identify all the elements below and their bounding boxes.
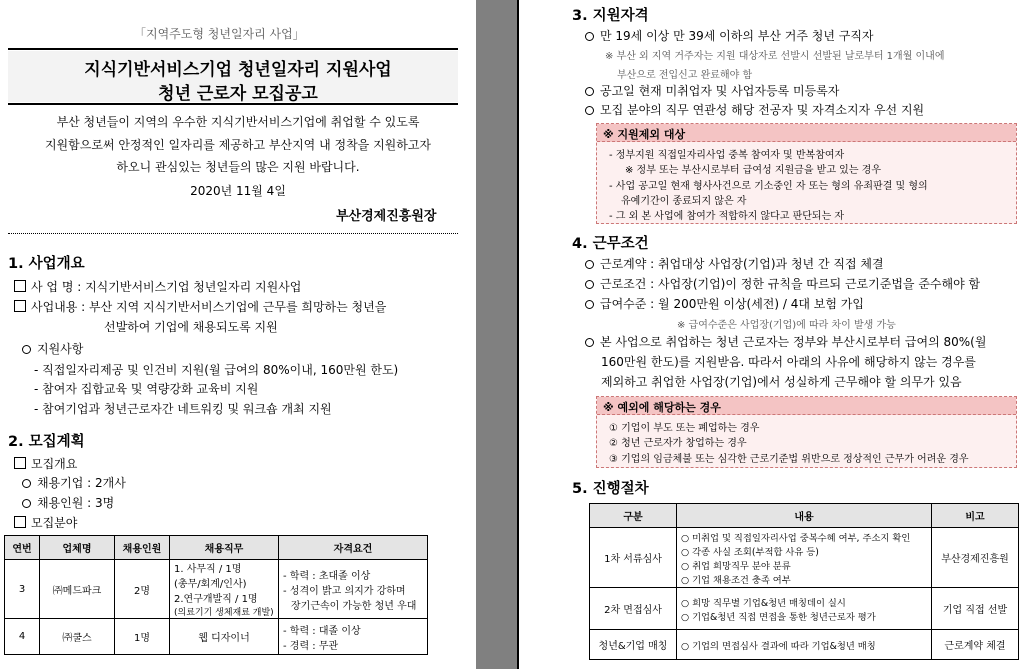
checkbox-icon [14,516,26,528]
cell-content: ○ 미취업 및 직접일자리사업 중복수혜 여부, 주소지 확인 ○ 각종 사실 조회(부적합 사유 등) ○ 취업 희망직무 분야 분류 ○ 기업 채용조건 충족 여부 [677,528,932,588]
qual-3: 모집 분야의 직무 연관성 해당 전공자 및 자격소지자 우선 지원 [585,101,924,118]
notice-date: 2020년 11월 4일 [190,184,286,198]
cell-content: ○ 기업의 면접심사 결과에 따라 기업&청년 매칭 [677,630,932,660]
cell-stage: 1차 서류심사 [590,528,677,588]
sec1-item-2: 사업내용 : 부산 지역 지식기반서비스기업에 근무를 희망하는 청년을 [14,298,386,315]
col-header: 내용 [677,504,932,528]
exclusion-box [596,123,1017,224]
sec2-item-1: 모집개요 [14,455,77,472]
work-1: 근로계약 : 취업대상 사업장(기업)과 청년 간 직접 체결 [585,255,884,272]
circle-bullet-icon [22,345,31,354]
table-row [590,528,1019,588]
cell-requirements: - 학력 : 대졸 이상 - 경력 : 무관 [279,619,428,655]
exclusion-1: - 정부지원 직접일자리사업 중복 참여자 및 반복참여자 [609,150,845,161]
process-table [589,503,1019,660]
cell-count: 1명 [115,619,170,655]
circle-bullet-icon [585,300,594,309]
exclusion-4: 유예기간이 종료되지 않은 자 [621,196,747,207]
table-row [5,619,428,655]
cell-no: 4 [5,619,40,655]
section-3-title: 3. 지원자격 [572,8,649,24]
cell-note: 부산경제진흥원 [932,528,1019,588]
exception-box [596,396,1017,468]
sec1-sub: 지원사항 [22,340,83,357]
circle-bullet-icon [585,106,594,115]
sec1-detail-2: - 참여자 집합교육 및 역량강화 교육비 지원 [34,382,259,396]
col-header: 비고 [932,504,1019,528]
cell-count: 2명 [115,560,170,619]
cell-duty: 웹 디자이너 [170,619,279,655]
col-header: 연번 [5,536,40,560]
qual-1-note-2: 부산으로 전입신고 완료해야 함 [617,70,753,81]
table-row [590,630,1019,660]
table-header-row [590,504,1019,528]
cell-content: ○ 희망 직무별 기업&청년 매칭데이 실시 ○ 기업&청년 직접 면접을 통한 청년근로자 평가 [677,588,932,630]
exception-title: ※ 예외에 해당하는 경우 [603,401,721,414]
signer: 부산경제진흥원장 [336,209,437,224]
section-divider [8,233,458,234]
section-1-title: 1. 사업개요 [8,256,85,272]
sec2-company-count: 채용기업 : 2개사 [22,474,126,491]
work-3-note: ※ 급여수준은 사업장(기업)에 따라 차이 발생 가능 [677,320,896,331]
col-header: 채용인원 [115,536,170,560]
col-header: 자격요건 [279,536,428,560]
cell-duty: 1. 사무직 / 1명 (총무/회계/인사) 2.연구개발직 / 1명 (의료기기 생체재료 개발) [170,560,279,619]
exclusion-5: - 그 외 본 사업에 참여가 적합하지 않다고 판단되는 자 [609,211,845,222]
qual-1: 만 19세 이상 만 39세 이하의 부산 거주 청년 구직자 [585,27,874,44]
intro-line-3: 하오니 관심있는 청년들의 많은 지원 바랍니다. [116,160,360,174]
section-5-title: 5. 진행절차 [572,481,649,497]
sec1-item-2-cont: 선발하여 기업에 채용되도록 지원 [104,320,278,334]
col-header: 채용직무 [170,536,279,560]
intro-line-2: 지원함으로써 안정적인 일자리를 제공하고 부산지역 내 정착을 지원하고자 [44,138,432,152]
section-4-title: 4. 근무조건 [572,236,649,252]
work-4-line-3: 제외하고 취업한 사업장(기업)에서 성실하게 근무해야 할 의무가 있음 [601,375,962,389]
sec1-detail-1: - 직접일자리제공 및 인건비 지원(월 급여의 80%이내, 160만원 한도) [34,363,399,377]
sec2-item-2: 모집분야 [14,514,77,531]
exception-2: ② 청년 근로자가 창업하는 경우 [609,438,747,449]
cell-requirements: - 학력 : 초대졸 이상 - 성격이 밝고 의지가 강하며 장기근속이 가능한 청년 우대 [279,560,428,619]
recruit-table [4,535,428,655]
circle-bullet-icon [585,32,594,41]
qual-2: 공고일 현재 미취업자 및 사업자등록 미등록자 [585,82,839,99]
cell-stage: 2차 면접심사 [590,588,677,630]
intro-line-1: 부산 청년들이 지역의 우수한 지식기반서비스기업에 취업할 수 있도록 [56,115,420,129]
qual-1-note-1: ※ 부산 외 지역 거주자는 지원 대상자로 선발시 선발된 날로부터 1개월 이내에 [605,51,945,62]
page-edge [517,0,519,669]
checkbox-icon [14,457,26,469]
work-4-line-2: 160만원 한도)를 지원받음. 따라서 아래의 사유에 해당하지 않는 경우를 [601,355,976,369]
col-header: 업체명 [40,536,115,560]
title-bottom-rule [8,103,458,105]
document-page-left [0,0,476,669]
exception-3: ③ 기업의 임금체불 또는 심각한 근로기준법 위반으로 정상적인 근무가 어려운 경우 [609,454,969,465]
work-3: 급여수준 : 월 200만원 이상(세전) / 4대 보험 가입 [585,295,864,312]
circle-bullet-icon [585,338,594,347]
cell-note: 기업 직접 선발 [932,588,1019,630]
section-2-title: 2. 모집계획 [8,434,85,450]
table-row [590,588,1019,630]
checkbox-icon [14,300,26,312]
sec1-item-1: 사 업 명 : 지식기반서비스기업 청년일자리 지원사업 [14,278,301,295]
exclusion-3: - 사업 공고일 현재 형사사건으로 기소중인 자 또는 형의 유죄판결 및 형의 [609,181,928,192]
title-top-rule [8,48,458,50]
exception-1: ① 기업이 부도 또는 폐업하는 경우 [609,423,760,434]
circle-bullet-icon [585,260,594,269]
cell-stage: 청년&기업 매칭 [590,630,677,660]
cell-company: ㈜메드파크 [40,560,115,619]
circle-bullet-icon [585,280,594,289]
work-2: 근로조건 : 사업장(기업)이 정한 규칙을 따르되 근로기준법을 준수해야 함 [585,275,980,292]
table-row [5,560,428,619]
circle-bullet-icon [585,87,594,96]
table-header-row [5,536,428,560]
work-4-line-1: 본 사업으로 취업하는 청년 근로자는 정부와 부산시로부터 급여의 80%(월 [585,333,986,350]
sec1-detail-3: - 참여기업과 청년근로자간 네트워킹 및 워크숍 개최 지원 [34,402,332,416]
doc-title-line1: 지식기반서비스기업 청년일자리 지원사업 [84,60,392,80]
circle-bullet-icon [22,499,31,508]
col-header: 구분 [590,504,677,528]
cell-no: 3 [5,560,40,619]
cell-note: 근로계약 체결 [932,630,1019,660]
exclusion-title: ※ 지원제외 대상 [603,128,686,141]
circle-bullet-icon [22,479,31,488]
doc-title-line2: 청년 근로자 모집공고 [158,84,318,104]
exclusion-2: ※ 정부 또는 부산시로부터 급여성 지원금을 받고 있는 경우 [625,165,881,176]
document-page-right [517,0,1029,669]
cell-company: ㈜쿨스 [40,619,115,655]
program-tag: ｢지역주도형 청년일자리 사업｣ [140,27,299,41]
sec2-hire-count: 채용인원 : 3명 [22,494,114,511]
checkbox-icon [14,280,26,292]
